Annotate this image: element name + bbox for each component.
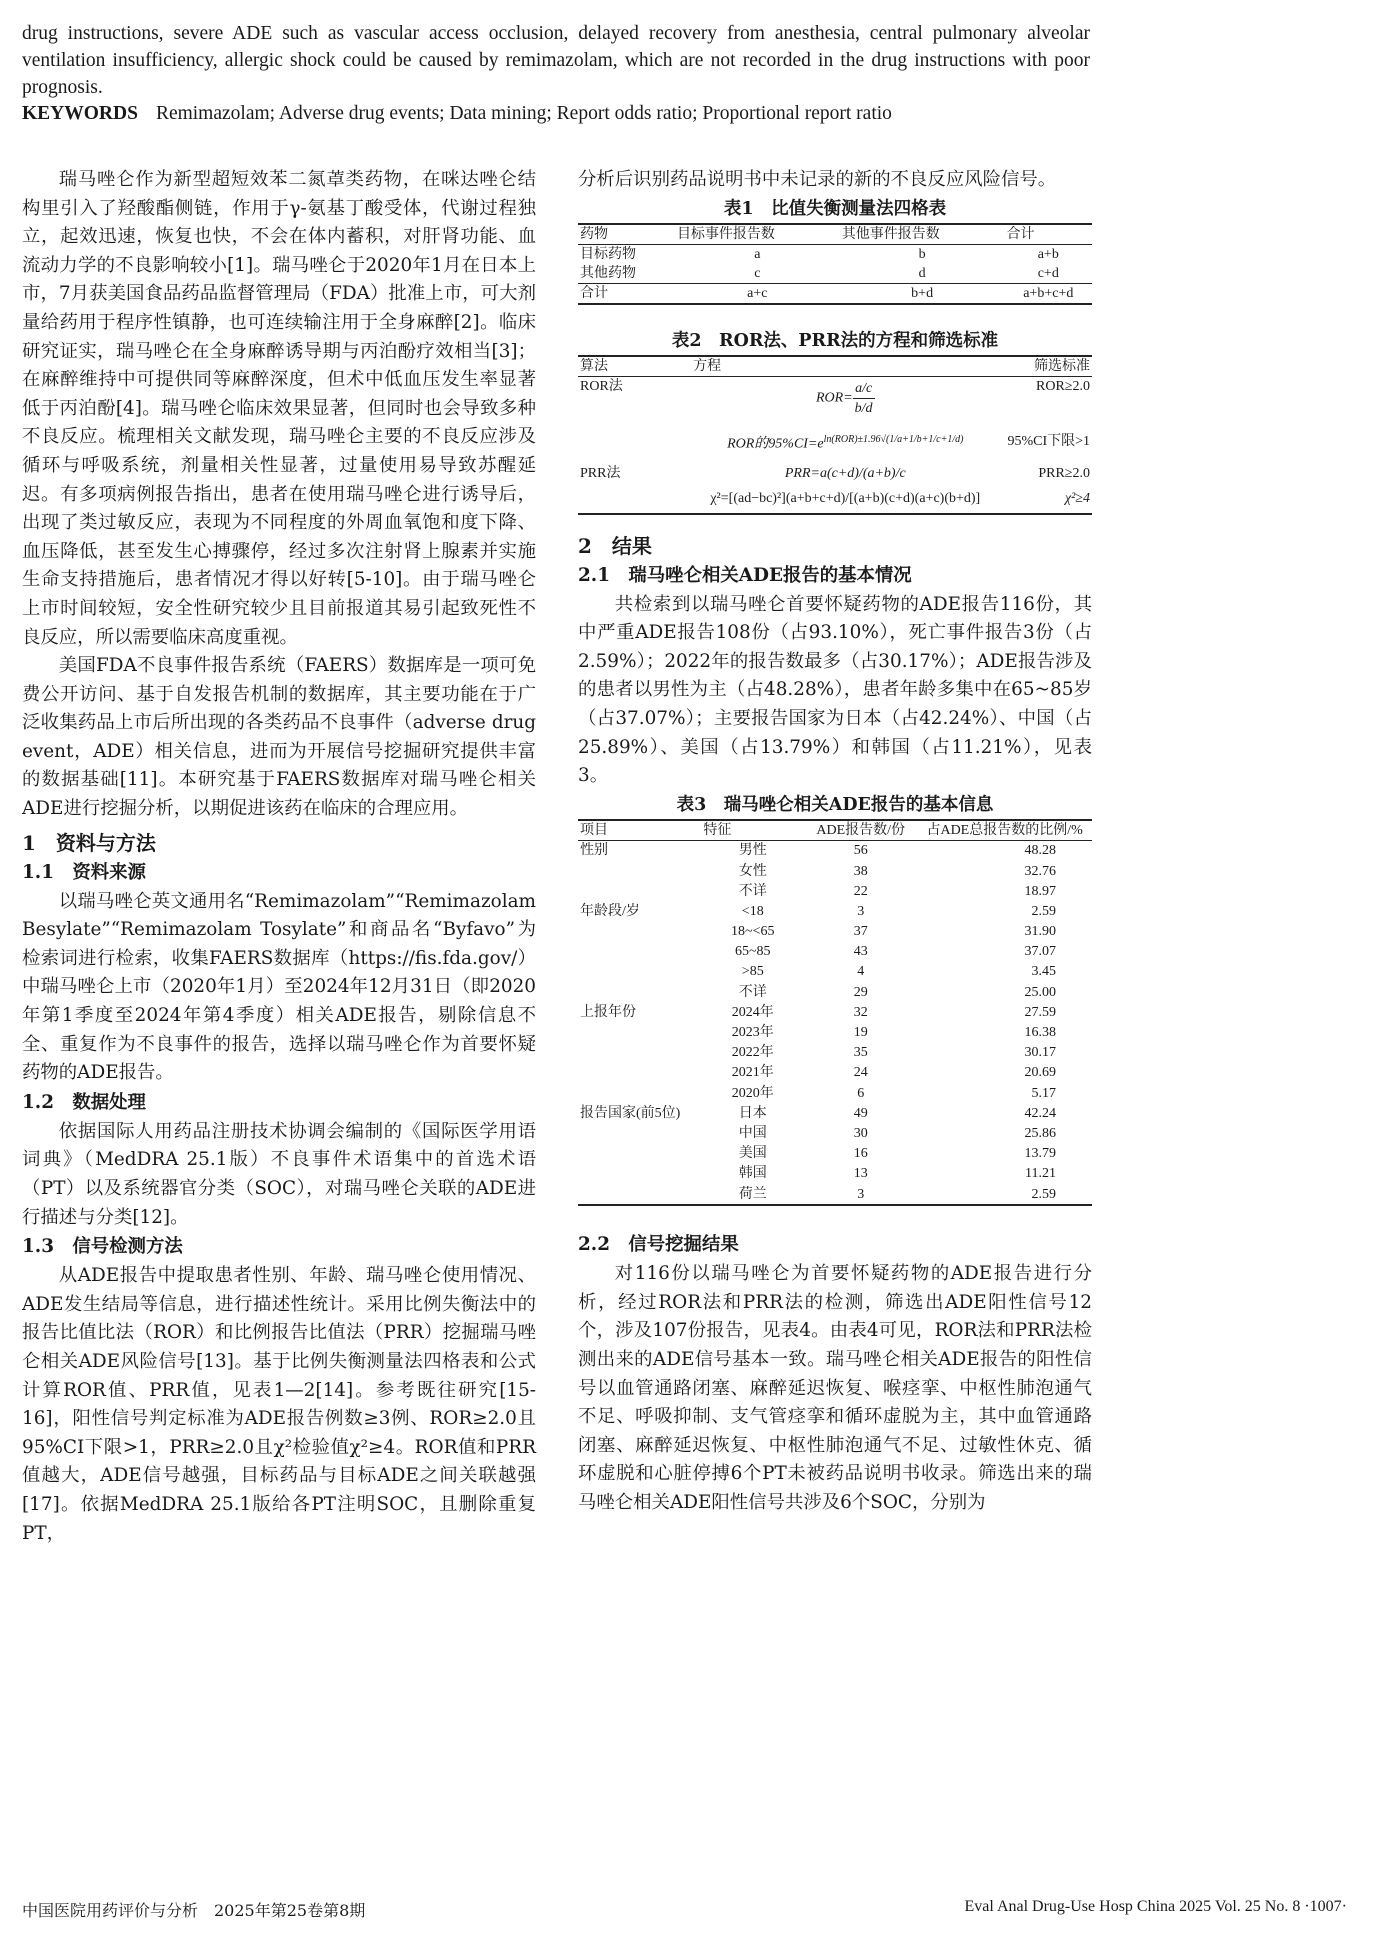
keywords-text: Remimazolam; Adverse drug events; Data mining; Report odds ratio; Proportional report ratio <box>155 103 892 124</box>
cell: d <box>918 265 926 281</box>
cell: 65~85 <box>734 944 771 960</box>
table-row <box>578 982 1092 1002</box>
cell: 中国 <box>738 1125 767 1141</box>
basic-info-paragraph: 共检索到以瑞马唑仑首要怀疑药物的ADE报告116份，其中严重ADE报告108份（占93.10%），死亡事件报告3份（占2.59%）；2022年的报告数最多（占30.17%）；ADE报告涉及的患者以男性为主（占48.28%），患者年龄多集中在65~85岁（占37.07%）；主要报告国家为日本（占42.24%）、中国（占25.89%）、美国（占13.79%）和韩国（占11.21%），见表3。 <box>578 593 1092 787</box>
table-row <box>578 1083 1092 1103</box>
cell: χ²≥4 <box>1064 491 1090 507</box>
cell: 13 <box>853 1166 868 1182</box>
cell: 11.21 <box>1025 1166 1056 1182</box>
cell <box>578 1184 701 1205</box>
cell: 42.24 <box>1024 1105 1056 1121</box>
left-column <box>22 166 536 1548</box>
abstract-tail: drug instructions, severe ADE such as vascular access occlusion, delayed recovery from anesthesia, central pulmonary alveolar ventilation insufficiency, allergic shock could be caused by remimazolam, which are not recorded in the drug instructions with poor prognosis. <box>22 23 1090 98</box>
intro-paragraph-2: 美国FDA不良事件报告系统（FAERS）数据库是一项可免费公开访问、基于自发报告机制的数据库，其主要功能在于广泛收集药品上市后所出现的各类药品不良事件（adverse drug event，ADE）相关信息，进而为开展信号挖掘研究提供丰富的数据基础[11]。本研究基于FAERS数据库对瑞马唑仑相关ADE进行挖掘分析，以期促进该药在临床的合理应用。 <box>22 655 536 820</box>
ror-formula <box>691 376 999 421</box>
cell: 2020年 <box>731 1085 774 1101</box>
table2-title: 表2 ROR法、PRR法的方程和筛选标准 <box>671 330 999 351</box>
cell: 韩国 <box>738 1166 767 1182</box>
continued-paragraph: 分析后识别药品说明书中未记录的新的不良反应风险信号。 <box>578 169 1057 190</box>
subsection-heading-signal-results: 2.2 信号挖掘结果 <box>578 1234 739 1256</box>
cell: 29 <box>853 984 868 1000</box>
table-row <box>578 1103 1092 1123</box>
table-row <box>578 244 1092 264</box>
denominator: b/d <box>854 401 873 417</box>
footer-journal-en: Eval Anal Drug-Use Hosp China 2025 Vol. 25 No. 8 ·1007· <box>964 1898 1347 1915</box>
cell <box>578 942 701 962</box>
table-row <box>578 901 1092 921</box>
cell: 19 <box>853 1025 868 1041</box>
table-row <box>578 922 1092 942</box>
subsection-heading-data-source: 1.1 资料来源 <box>22 861 146 883</box>
cell <box>578 1022 701 1042</box>
table3 <box>578 819 1092 1206</box>
data-source-paragraph: 以瑞马唑仑英文通用名“Remimazolam”“Remimazolam Besylate”“Remimazolam Tosylate”和商品名“Byfavo”为检索词进行检索，收集FAERS数据库（https://fis.fda.gov/）中瑞马唑仑上市（2020年1月）至2024年12月31日（即2020年第1季度至2024年第4季度）相关ADE报告，剔除信息不全、重复作为不良事件的报告，选择以瑞马唑仑作为首要怀疑药物的ADE报告。 <box>22 890 536 1084</box>
cell: 荷兰 <box>738 1186 767 1202</box>
cell: PRR法 <box>580 466 621 482</box>
cell: 31.90 <box>1024 924 1056 940</box>
cell <box>578 1144 701 1164</box>
table-row <box>578 485 1092 514</box>
table-row <box>578 1043 1092 1063</box>
cell: 35 <box>853 1045 868 1061</box>
cell: <18 <box>741 903 764 919</box>
table-row <box>578 962 1092 982</box>
cell: 6 <box>857 1085 865 1101</box>
cell: 美国 <box>738 1146 767 1162</box>
table3-title: 表3 瑞马唑仑相关ADE报告的基本信息 <box>676 794 994 815</box>
cell: 报告国家(前5位) <box>580 1105 681 1121</box>
cell: 16.38 <box>1024 1025 1056 1041</box>
cell: 日本 <box>738 1105 767 1121</box>
cell: 32.76 <box>1024 863 1056 879</box>
cell: ROR法 <box>580 378 623 394</box>
formula-exponent: ln(ROR)±1.96√(1/a+1/b+1/c+1/d) <box>823 433 964 445</box>
table2-header: 算法 <box>578 356 691 377</box>
cell: 56 <box>853 843 868 859</box>
cell: 24 <box>853 1065 868 1081</box>
table1-header: 目标事件报告数 <box>675 224 840 245</box>
cell <box>578 1063 701 1083</box>
cell: 不详 <box>738 984 767 1000</box>
cell <box>578 1123 701 1143</box>
table-row <box>578 376 1092 421</box>
table2-header: 筛选标准 <box>999 356 1092 377</box>
cell: 目标药物 <box>580 246 636 262</box>
table3-header: 占ADE总报告数的比例/% <box>917 820 1092 841</box>
cell: 3 <box>857 903 865 919</box>
subsection-heading-basic-info: 2.1 瑞马唑仑相关ADE报告的基本情况 <box>578 564 912 586</box>
table-row <box>578 1144 1092 1164</box>
table-row <box>578 1002 1092 1022</box>
cell: 年龄段/岁 <box>580 903 640 919</box>
cell: b <box>918 246 926 262</box>
cell: 43 <box>853 944 868 960</box>
keywords <box>22 100 1090 127</box>
cell: 2021年 <box>731 1065 774 1081</box>
table-row <box>578 861 1092 881</box>
data-processing-paragraph: 依据国际人用药品注册技术协调会编制的《国际医学用语词典》（MedDRA 25.1版）不良事件术语集中的首选术语（PT）以及系统器官分类（SOC），对瑞马唑仑关联的ADE进行描述与分类[12]。 <box>22 1120 536 1228</box>
cell: 4 <box>857 964 865 980</box>
cell: 2.59 <box>1031 1186 1056 1202</box>
cell: >85 <box>741 964 764 980</box>
cell <box>578 861 701 881</box>
cell: 18~<65 <box>731 924 775 940</box>
table-row <box>578 264 1092 284</box>
table1-header: 药物 <box>578 224 675 245</box>
subsection-heading-signal-detection: 1.3 信号检测方法 <box>22 1236 183 1258</box>
cell: 22 <box>853 883 868 899</box>
table3-header: 项目 <box>578 820 701 841</box>
table-row <box>578 1164 1092 1184</box>
chi-formula: χ²=[(ad−bc)²](a+b+c+d)/[(a+b)(c+d)(a+c)(b+d)] <box>710 491 981 507</box>
cell: 38 <box>853 863 868 879</box>
table-row-total <box>578 283 1092 304</box>
table1 <box>578 223 1092 305</box>
cell: 3 <box>857 1186 865 1202</box>
cell: 18.97 <box>1024 883 1056 899</box>
cell: 30.17 <box>1024 1045 1056 1061</box>
table1-header: 其他事件报告数 <box>840 224 1005 245</box>
cell <box>578 962 701 982</box>
section-heading-methods: 1 资料与方法 <box>22 830 156 855</box>
cell <box>578 982 701 1002</box>
cell: 30 <box>853 1125 868 1141</box>
cell: 5.17 <box>1031 1085 1056 1101</box>
table1-header: 合计 <box>1005 224 1092 245</box>
right-column <box>578 166 1092 1517</box>
cell: 13.79 <box>1024 1146 1056 1162</box>
cell: 2023年 <box>731 1025 774 1041</box>
ci-formula <box>691 421 999 463</box>
table3-header: ADE报告数/份 <box>804 820 917 841</box>
cell: 其他药物 <box>580 265 636 281</box>
table-row <box>578 421 1092 463</box>
cell: 16 <box>853 1146 868 1162</box>
cell: c+d <box>1037 265 1059 281</box>
cell: a <box>754 246 761 262</box>
formula-text: ROR的95%CI=e <box>727 436 824 452</box>
cell: 49 <box>853 1105 868 1121</box>
table-row <box>578 1063 1092 1083</box>
signal-detection-paragraph: 从ADE报告中提取患者性别、年龄、瑞马唑仑使用情况、ADE发生结局等信息，进行描述性统计。采用比例失衡法中的报告比值比法（ROR）和比例报告比值法（PRR）挖掘瑞马唑仑相关ADE风险信号[13]。基于比例失衡测量法四格表和公式计算ROR值、PRR值，见表1—2[14]。参考既往研究[15-16]，阳性信号判定标准为ADE报告例数≥3例、ROR≥2.0且95%CI下限>1，PRR≥2.0且χ²检验值χ²≥4。ROR值和PRR值越大，ADE信号越强，目标药品与目标ADE之间关联越强[17]。依据MedDRA 25.1版给各PT注明SOC，且删除重复PT， <box>22 1265 536 1544</box>
cell: 48.28 <box>1024 843 1056 859</box>
footer-journal-cn: 中国医院用药评价与分析 2025年第25卷第8期 <box>22 1901 366 1920</box>
table3-header: 特征 <box>701 820 804 841</box>
cell: 25.86 <box>1024 1125 1056 1141</box>
table-row <box>578 463 1092 485</box>
numerator: a/c <box>853 379 875 399</box>
cell: 37 <box>853 924 868 940</box>
subsection-heading-data-processing: 1.2 数据处理 <box>22 1091 146 1113</box>
table2 <box>578 355 1092 515</box>
fraction <box>853 379 875 418</box>
table-row <box>578 1022 1092 1042</box>
cell: 2022年 <box>731 1045 774 1061</box>
cell: ROR≥2.0 <box>1036 378 1090 394</box>
cell: PRR≥2.0 <box>1038 466 1090 482</box>
section-heading-results: 2 结果 <box>578 533 652 558</box>
cell: 3.45 <box>1031 964 1056 980</box>
intro-paragraph-1: 瑞马唑仑作为新型超短效苯二氮䓬类药物，在咪达唑仑结构里引入了羟酸酯侧链，作用于γ-氨基丁酸受体，代谢过程独立，起效迅速，恢复也快，不会在体内蓄积，对肝肾功能、血流动力学的不良影响较小[1]。瑞马唑仑于2020年1月在日本上市，7月获美国食品药品监督管理局（FDA）批准上市，可大剂量给药用于程序性镇静，也可连续输注用于全身麻醉[2]。临床研究证实，瑞马唑仑在全身麻醉诱导期与丙泊酚疗效相当[3]；在麻醉维持中可提供同等麻醉深度，但术中低血压发生率显著低于丙泊酚[4]。瑞马唑仑临床效果显著，但同时也会导致多种不良反应。梳理相关文献发现，瑞马唑仑主要的不良反应涉及循环与呼吸系统，剂量相关性显著，过量使用易导致苏醒延迟。有多项病例报告指出，患者在使用瑞马唑仑进行诱导后，出现了类过敏反应，表现为不同程度的外周血氧饱和度下降、血压降低，甚至发生心搏骤停，经过多次注射肾上腺素并实施生命支持措施后，患者情况才得以好转[5-10]。由于瑞马唑仑上市时间较短，安全性研究较少且目前报道其易引起致死性不良反应，所以需要临床高度重视。 <box>22 169 536 648</box>
cell <box>578 421 691 463</box>
cell: 32 <box>853 1004 868 1020</box>
cell: 上报年份 <box>580 1004 636 1020</box>
cell: 不详 <box>738 883 767 899</box>
cell: 女性 <box>738 863 767 879</box>
table-row <box>578 942 1092 962</box>
cell: a+c <box>675 283 840 304</box>
table-row <box>578 840 1092 861</box>
cell: b+d <box>840 283 1005 304</box>
cell <box>578 1083 701 1103</box>
cell: c <box>754 265 761 281</box>
table-row <box>578 1123 1092 1143</box>
table1-title: 表1 比值失衡测量法四格表 <box>723 198 947 219</box>
cell <box>578 485 691 514</box>
cell: 27.59 <box>1024 1004 1056 1020</box>
cell: 2024年 <box>731 1004 774 1020</box>
table-row <box>578 1184 1092 1205</box>
table2-header: 方程 <box>691 356 999 377</box>
cell: 25.00 <box>1024 984 1056 1000</box>
cell: 95%CI下限>1 <box>1007 434 1090 450</box>
cell: 合计 <box>578 283 675 304</box>
signal-results-paragraph: 对116份以瑞马唑仑为首要怀疑药物的ADE报告进行分析，经过ROR法和PRR法的检测，筛选出ADE阳性信号12个，涉及107份报告，见表4。由表4可见，ROR法和PRR法检测出来的ADE信号基本一致。瑞马唑仑相关ADE报告的阳性信号以血管通路闭塞、麻醉延迟恢复、喉痉挛、中枢性肺泡通气不足、呼吸抑制、支气管痉挛和循环虚脱为主，其中血管通路闭塞、麻醉延迟恢复、中枢性肺泡通气不足、过敏性休克、循环虚脱和心脏停搏6个PT未被药品说明书收录。筛选出来的瑞马唑仑相关ADE阳性信号共涉及6个SOC，分别为 <box>578 1263 1092 1513</box>
keywords-label: KEYWORDS <box>22 103 138 124</box>
cell: a+b+c+d <box>1005 283 1092 304</box>
cell <box>578 922 701 942</box>
prr-formula: PRR=a(c+d)/(a+b)/c <box>784 466 906 482</box>
cell: 2.59 <box>1031 903 1056 919</box>
cell: 20.69 <box>1024 1065 1056 1081</box>
formula-text: ROR= <box>816 390 853 406</box>
cell <box>578 1043 701 1063</box>
table-row <box>578 881 1092 901</box>
cell: 37.07 <box>1024 944 1056 960</box>
cell: 性别 <box>580 843 608 859</box>
cell <box>578 1164 701 1184</box>
cell: 男性 <box>738 843 767 859</box>
cell: a+b <box>1037 246 1059 262</box>
cell <box>578 881 701 901</box>
